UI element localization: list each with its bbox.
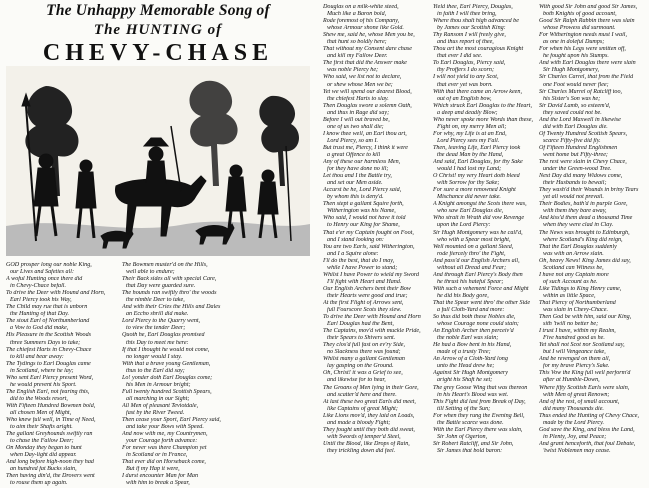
verse-line: the chiefest Harts to slay. <box>327 95 389 102</box>
verse-line: Yield thee, Earl Piercy, Douglas, <box>433 4 513 10</box>
verse-line: Until the Blood, like Drops of Rain, <box>323 440 410 447</box>
verse-line: Accurst be he, Lord Piercy said, <box>323 187 402 194</box>
verse-line: to view the tender Deer; <box>126 325 186 332</box>
verse-line: Rode foremost of his Company, <box>323 18 400 25</box>
verse-line: to aim their Shafts aright. <box>10 424 73 431</box>
verse-line: the dead Man by the Hand, <box>437 151 504 158</box>
verse-line: whose Prowess did surmount. <box>543 25 616 32</box>
verse-line: And with their Cries the Hills and Dales <box>122 304 221 311</box>
verse-line: Sir Robert Ratcliff, and Sir John, <box>433 440 514 447</box>
verse-line: who with a Spear most bright, <box>437 236 511 243</box>
verse-line: I'll fight with Heart and Hand. <box>327 278 402 285</box>
verse-line: did with Earl Douglas die. <box>543 123 608 130</box>
verse-line: was slain in Chevy-Chace. <box>543 307 608 314</box>
title-line-2: The HUNTING of <box>93 22 223 38</box>
verse-line: while I have Power to stand; <box>327 264 398 271</box>
verse-line: Who never spoke more Words than these, <box>433 116 533 123</box>
verse-line: Their Bodies, bath'd in purple Gore, <box>539 201 628 208</box>
verse-line: And be revenged on them all, <box>539 356 611 363</box>
verse-line: as one in doleful Dumps; <box>543 39 605 46</box>
verse-line: he thrust his hateful Spear; <box>437 278 504 285</box>
verse-line: Good Sir Ralph Rabbin there was slain <box>539 18 635 25</box>
verse-line: Sir John of Ogerton, <box>437 433 488 440</box>
verse-line: Yet we will spend our dearest Blood, <box>323 88 412 95</box>
verse-line: Thou art the most couragious Knight <box>433 46 524 53</box>
verse-line: With such a vehement Force and Might <box>433 285 529 292</box>
verse-line: They fought until they both did sweat, <box>323 426 415 433</box>
verse-line: Sir Charles Carrel, that from the Field <box>539 74 634 81</box>
verse-line: aright his Shaft he set; <box>437 377 493 384</box>
verse-line: To drive the Deer with Hound and Horn, <box>6 290 106 297</box>
verse-line: in his Heart's Blood was wet. <box>437 391 509 398</box>
verse-line: If that I thought he would not come, <box>122 346 210 353</box>
verse-line: The grey Goose Wing that was thereon <box>433 384 528 391</box>
verse-line: The first that did the Answer make <box>323 60 407 67</box>
verse-line: Who sent Earl Piercy present Word, <box>6 374 94 381</box>
verse-line: GOD prosper long our noble King, <box>6 262 92 268</box>
verse-line: was noble Piercy he; <box>327 67 379 74</box>
verse-line: O Christ! my very Heart doth bleed <box>433 173 520 180</box>
verse-line: in Scotland or in France, <box>126 452 188 459</box>
verse-line: did to the Woods resort, <box>10 395 68 402</box>
verse-line: The Groans of Men lying in their Gore, <box>323 384 419 391</box>
verse-line: Full twenty hundred Scottish Spears, <box>122 388 212 395</box>
verse-line: who saw Earl Douglas die, <box>437 208 504 215</box>
verse-line: The Child may rue that is unborn <box>6 304 88 311</box>
verse-line: Then cease your Sport, Earl Piercy said, <box>122 417 221 424</box>
verse-line: and kill my Fallow Deer. <box>327 53 388 60</box>
verse-line: Then having din'd, the Drovers went <box>6 473 95 480</box>
verse-line: That Piercy of Northumberland <box>539 299 616 306</box>
verse-line: Thus ended the Hunting of Chevy Chace, <box>539 412 640 419</box>
verse-line: That the Spear went thro' the other Side <box>433 299 531 306</box>
verse-line: Then Douglas swore a solemn Oath, <box>323 102 412 109</box>
verse-line: all chosen Men of Might, <box>10 409 72 416</box>
verse-line: Sir Charles Murrel of Ratcliff too, <box>539 88 623 95</box>
verse-line: Sir Hugh Montgomery was he call'd, <box>433 229 523 236</box>
verse-line: whose Courage none could stain; <box>437 321 519 328</box>
verse-line: On Monday they began to hunt <box>6 445 82 452</box>
verse-line: And kiss'd them dead a thousand Time <box>539 215 633 222</box>
verse-line: a deep and deadly Blow; <box>437 109 498 116</box>
verse-line: This Fight did last from Break of Day, <box>433 398 526 405</box>
verse-line: Their Back sides all with special Care, <box>122 276 217 283</box>
verse-line: I'll do the best, that do I may, <box>323 257 395 264</box>
verse-line: or shew whose Men we be; <box>327 81 393 88</box>
verse-line: and scatter'd here and there. <box>327 391 397 398</box>
verse-line: with them they bare away, <box>543 208 607 215</box>
verse-line: both Knights of good account, <box>543 11 617 18</box>
verse-line: That without my Consent dare chase <box>323 46 412 53</box>
verse-line: Shew me, said he, whose Men you be, <box>323 32 415 39</box>
verse-line: For why, my Life is at an End, <box>433 130 507 137</box>
verse-line: by whom this is deny'd. <box>327 194 384 201</box>
verse-line: a Vow to God did make, <box>10 325 69 332</box>
verse-line: that ever I did see. <box>437 53 483 60</box>
verse-line: went home but Fifty-three; <box>543 151 608 158</box>
verse-line: Then stept a gallant Squire forth, <box>323 201 404 208</box>
verse-line: Sir James that bold baron: <box>437 447 503 454</box>
verse-line: The Tydings to Earl Douglas came <box>6 360 91 367</box>
verse-line: All Men of pleasant Teviotdale, <box>122 402 199 409</box>
verse-line: Next Day did many Widows come, <box>539 173 623 180</box>
verse-line: the noble Earl was slain; <box>437 335 499 342</box>
verse-line: their Hearts were good and true; <box>327 292 408 299</box>
verse-line: With Fifteen Hundred Bowmen bold, <box>6 402 96 409</box>
verse-line: Where thou shalt high advanced be <box>433 18 519 25</box>
verse-line: Whilst many a gallant Gentleman <box>323 356 405 363</box>
verse-line: your Courage forth advance: <box>126 438 198 445</box>
verse-line: the Battle scarce was done. <box>437 419 504 426</box>
verse-line: where Scotland's King did reign, <box>543 236 623 243</box>
verse-line: thy Proffers I do scorn; <box>437 67 494 74</box>
verse-line: I trust I have, within my Realm, <box>539 328 616 335</box>
verse-line: For Witherington needs must I wail, <box>539 32 628 39</box>
verse-line: That the Earl Douglas suddenly <box>539 243 617 250</box>
verse-line: Who said, we list not to declare, <box>323 74 402 81</box>
verse-line: full Fourscore Scots they slew. <box>327 307 402 314</box>
verse-line: that ever yet was born. <box>437 81 493 88</box>
ballad-column-1 <box>6 262 119 488</box>
verse-line: The chiefest Harts in Chevy-Chace <box>6 346 92 353</box>
verse-line: Lo! yonder doth Earl Douglas come; <box>122 374 213 381</box>
verse-line: The News was brought to Edinburgh, <box>539 229 630 236</box>
verse-line: Douglas on a milk-white steed, <box>323 4 399 10</box>
verse-line: in faith I will thee bring, <box>437 11 497 18</box>
verse-line: his Men in Armour bright; <box>126 381 191 388</box>
verse-line: in Plenty, Joy, and Peace; <box>543 433 607 440</box>
verse-line: The English Earl, not fearing this, <box>6 388 90 395</box>
verse-line: within as little Space, <box>543 292 596 299</box>
verse-line: well able to endure; <box>126 269 175 276</box>
verse-line: one of us two shall die; <box>327 123 384 130</box>
verse-line: when Day-light did appear. <box>10 452 77 459</box>
verse-line: He had a Bow bent in his Hand, <box>433 342 512 349</box>
verse-line: For when they rung the Evening Bell, <box>433 412 525 419</box>
verse-line: For never was there Champion yet <box>122 445 207 452</box>
verse-line: thus to the Earl did say; <box>126 367 185 374</box>
verse-line: But trust me, Piercy, I think it were <box>323 144 409 151</box>
verse-line: Fight on, my merry Men all; <box>437 123 507 130</box>
verse-line: the nimble Deer to take, <box>126 297 185 304</box>
verse-line: Like Tidings to King Henry came, <box>539 285 622 292</box>
verse-line: Thy Ransom I will freely give, <box>433 32 506 39</box>
verse-line: Who knew full well, in Time of Need, <box>6 417 96 424</box>
verse-line: But if my Hap it were, <box>126 466 180 473</box>
verse-line: Mischance did never take. <box>437 194 501 201</box>
verse-line: Our English Archers bent their Bow <box>323 285 411 292</box>
verse-line: three Summers Days to take; <box>10 339 81 346</box>
verse-line: The Bowmen muster'd on the Hills, <box>122 262 208 268</box>
verse-line: did many Thousands die. <box>543 405 604 412</box>
verse-line: a great Offence to kill <box>327 151 381 158</box>
verse-line: To drive the Deer with Hound and Horn <box>323 314 421 321</box>
ballad-column-2 <box>122 262 318 488</box>
verse-line: Sir David Lamb, so esteem'd, <box>539 102 611 109</box>
verse-line: upon the Lord Piercy: <box>437 222 491 229</box>
verse-line: Earl Piercy took his Way, <box>10 297 72 304</box>
verse-line: The stout Earl of Northumberland <box>6 318 90 325</box>
verse-line: and I stand looking on: <box>327 236 384 243</box>
verse-line: And grant henceforth, that foul Debate, <box>539 440 636 447</box>
verse-line: To Earl Douglas, Piercy said, <box>433 60 506 67</box>
verse-line: Sir Hugh Montgomery, <box>543 67 600 74</box>
title-line-3: CHEVY-CHASE <box>42 40 274 66</box>
verse-line: for they have done no ill; <box>327 166 389 173</box>
verse-line: A woful Hunting once there did <box>6 276 83 283</box>
verse-line: I will not yield to any Scot, <box>433 74 499 81</box>
verse-line: they trickling down did feel. <box>327 447 396 454</box>
verse-line: For sure a more renowned Knight <box>433 187 516 194</box>
ballad-column-4 <box>433 4 533 455</box>
verse-line: with Swords of temper'd Steel, <box>327 433 401 440</box>
verse-line: Where fifty Scottish Earls were slain, <box>539 384 630 391</box>
verse-line: till Setting of the Sun; <box>437 405 491 412</box>
verse-line: Against Sir Hugh Montgomery <box>433 370 508 377</box>
verse-line: A Knight amongst the Scots there was, <box>433 201 527 208</box>
verse-line: Of Twenty Hundred Scottish Spears, <box>539 130 628 137</box>
verse-line: The rest were slain in Chevy Chace, <box>539 159 627 166</box>
verse-line: rode fiercely thro' the Fight, <box>437 250 506 257</box>
verse-line: in Scotland, where he lay; <box>10 367 74 374</box>
verse-line: And now with me, my Countrymen, <box>122 431 208 438</box>
verse-line: Let thou and I the Battle try, <box>323 173 392 180</box>
verse-line: our Lives and Safeties all: <box>10 269 74 276</box>
verse-line: sith 'twill no better be; <box>543 321 599 328</box>
verse-line: Then, leaving Life, Earl Piercy took <box>433 144 521 151</box>
verse-line: a full Cloth-Yard and more: <box>437 307 505 314</box>
verse-line: under the Green-wood Tree. <box>543 166 612 173</box>
verse-line: Lord Piercy sees my Fall. <box>437 137 500 144</box>
verse-line: An English Archer then perceiv'd <box>433 328 514 335</box>
verse-line: and set our Men aside. <box>327 180 383 187</box>
verse-line: Who said, I would not have it told <box>323 215 406 222</box>
verse-line: and thus report of thee, <box>437 39 494 46</box>
verse-line: So thus did both these Nobles die, <box>433 314 516 321</box>
verse-line: I have not any Captain more <box>539 271 609 278</box>
verse-line: And said, Earl Douglas, for thy Sake <box>433 159 523 166</box>
verse-line: And through Earl Piercy's Body then <box>433 271 523 278</box>
verse-line: one Foot would never flee; <box>543 81 609 88</box>
verse-line: by James our Scottish King: <box>437 25 506 32</box>
verse-line: for my brave Piercy's Sake. <box>543 363 610 370</box>
verse-line: I durst encounter Man for Man <box>122 473 198 480</box>
verse-line: he would prevent his Sport. <box>10 381 77 388</box>
verse-line: Like Lions mov'd, they laid on Loads, <box>323 412 415 419</box>
verse-line: Witherington was his Name, <box>327 208 396 215</box>
verse-line: an hundred fat Bucks slain, <box>10 466 77 473</box>
verse-line: Lord Piercy to the Quarry went, <box>122 318 201 325</box>
verse-line: The gallant Greyhounds swiftly ran <box>6 431 93 438</box>
verse-line: without all Dread and Fear; <box>437 264 507 271</box>
verse-line: with him to break a Spear, <box>126 480 190 487</box>
ballad-column-3 <box>323 4 428 455</box>
verse-line: The Captains, mov'd with muckle Pride, <box>323 328 421 335</box>
title-line-1: The Unhappy Memorable Song of <box>46 2 270 19</box>
verse-line: to chase the Fallow Deer; <box>10 438 74 445</box>
verse-line: to kill and bear away: <box>10 353 64 360</box>
verse-line: no longer would I stay. <box>126 353 183 360</box>
verse-line: With good Sir John and good Sir James, <box>539 4 638 10</box>
verse-line: With that a brave young Gentleman, <box>122 360 211 367</box>
verse-line: whose Armour shone like Gold. <box>327 25 404 32</box>
verse-line: They wash'd their Wounds in briny Tears <box>539 187 639 194</box>
verse-line: and I a Squire alone: <box>327 250 379 257</box>
verse-line: but I will Vengeance take, <box>543 349 606 356</box>
verse-line: Yet shall not Scot nor Scotland say, <box>539 342 625 349</box>
verse-line: unto the Head drew he; <box>437 363 495 370</box>
verse-line: lay gasping on the Ground. <box>327 363 394 370</box>
verse-line: would I had lost my Land; <box>437 166 502 173</box>
verse-line: That ever did on Horseback come, <box>122 459 206 466</box>
verse-line: and made a bloody Fight; <box>327 419 391 426</box>
verse-line: like Captains of great Might; <box>327 405 398 412</box>
verse-line: out of an English bow, <box>437 95 492 102</box>
verse-line: this Day to meet me here: <box>126 339 189 346</box>
verse-line: Before I will out braved be, <box>323 116 390 123</box>
verse-line: And with Earl Douglas there were slain <box>539 60 636 67</box>
verse-line: With that there came an Arrow keen, <box>433 88 522 95</box>
verse-line: At last these two great Earls did meet, <box>323 398 416 405</box>
verse-line: You are two Earls, said Witherington, <box>323 243 415 250</box>
verse-line: And of the rest, of small account, <box>539 398 620 405</box>
verse-line: was with an Arrow slain. <box>543 250 604 257</box>
woodcut-hunting-scene-icon <box>6 66 310 256</box>
verse-line: with Sorrow for thy Sake; <box>437 180 500 187</box>
verse-line: Lord Piercy, so am I. <box>327 137 379 144</box>
verse-line: made of a trusty Tree; <box>437 349 491 356</box>
verse-line: they saved could not be. <box>543 109 602 116</box>
verse-line: Of Fifteen Hundred Englishmen <box>539 144 618 151</box>
verse-line: their Spears to Shivers sent. <box>327 335 396 342</box>
verse-line: made by the Lord Piercy. <box>543 419 604 426</box>
verse-line: Who strait in Wrath did vow Revenge <box>433 215 525 222</box>
verse-line: At the first Flight of Arrows sent, <box>323 299 404 306</box>
verse-line: he did his Body gore, <box>437 292 489 299</box>
verse-line: Well mounted on a gallant Steed, <box>433 243 514 250</box>
verse-line: God save the King, and bless the Land, <box>539 426 635 433</box>
verse-line: and likewise for to hear, <box>327 377 386 384</box>
verse-line: and take your Bows with Speed. <box>126 424 204 431</box>
verse-line: Five hundred good as he. <box>543 335 605 342</box>
verse-line: fast by the River Tweed. <box>126 409 185 416</box>
ballad-column-5 <box>539 4 647 455</box>
verse-line: to Henry our King for Shame, <box>327 222 400 229</box>
verse-line: he fought upon his Stumps. <box>543 53 609 60</box>
verse-line: An Arrow of a Cloth-Yard long <box>433 356 508 363</box>
verse-line: Then God be with him, said our King, <box>539 314 632 321</box>
verse-line: I know thee well, an Earl thou art, <box>323 130 407 137</box>
verse-line: Any of these our harmless Men, <box>323 159 401 166</box>
verse-line: For when his Legs were smitten off, <box>539 46 626 53</box>
verse-line: The hounds ran swiftly thro' the woods <box>122 290 217 297</box>
verse-line: And the Lord Maxwell in likewise <box>539 116 621 123</box>
verse-line: the Hunting of that Day. <box>10 311 70 318</box>
verse-line: yet all would not prevail. <box>543 194 604 201</box>
verse-line: in Chevy-Chace befall. <box>10 283 67 290</box>
verse-line: This Vow the King full well perform'd <box>539 370 631 377</box>
verse-line: to rouse them up again. <box>10 480 68 487</box>
verse-line: Oh, Christ! it was a Grief to see, <box>323 370 403 377</box>
verse-line: their Husbands to bewail; <box>543 180 607 187</box>
verse-line: And long before high-noon they had <box>6 459 94 466</box>
verse-line: his Sister's Son was he; <box>543 95 601 102</box>
verse-line: scarce Fifty-five did fly. <box>543 137 601 144</box>
verse-line: that hunt so boldly here; <box>327 39 387 46</box>
verse-line: Which struck Earl Douglas to the Heart, <box>433 102 533 109</box>
verse-line: of such Account as he. <box>543 278 598 285</box>
verse-line: Scotland can Witness be, <box>543 264 604 271</box>
verse-line: with Men of great Renown; <box>543 391 610 398</box>
verse-line: Whilst I have Power to wield my Sword <box>323 271 420 278</box>
verse-line: Earl Douglas had the Bent, <box>327 321 394 328</box>
verse-line: They clos'd full fast on ev'ry Side, <box>323 342 405 349</box>
verse-line: Quoth he, Earl Douglas promised <box>122 332 205 339</box>
verse-line: Much like a Baron bold, <box>327 11 387 18</box>
verse-line: 'twixt Noblemen may cease. <box>543 447 611 454</box>
verse-line: With the Earl Piercy there was slain, <box>433 426 523 433</box>
verse-line: Oh, heavy News! King James did say, <box>539 257 631 264</box>
verse-line: when they were clad in Clay. <box>543 222 614 229</box>
verse-line: His Pleasure in the Scottish Woods <box>6 332 92 339</box>
verse-line: after at Humble-Down, <box>543 377 600 384</box>
verse-line: that Day were guarded sure. <box>126 283 196 290</box>
verse-line: and thus in Rage did say; <box>327 109 390 116</box>
verse-line: That e'er my Captain fought on Foot, <box>323 229 414 236</box>
verse-line: all marching in our Sight; <box>126 395 190 402</box>
verse-line: And pass'd our English Archers all, <box>433 257 520 264</box>
verse-line: no Slackness there was found; <box>327 349 401 356</box>
verse-line: an Eccho shrill did make. <box>126 311 189 318</box>
